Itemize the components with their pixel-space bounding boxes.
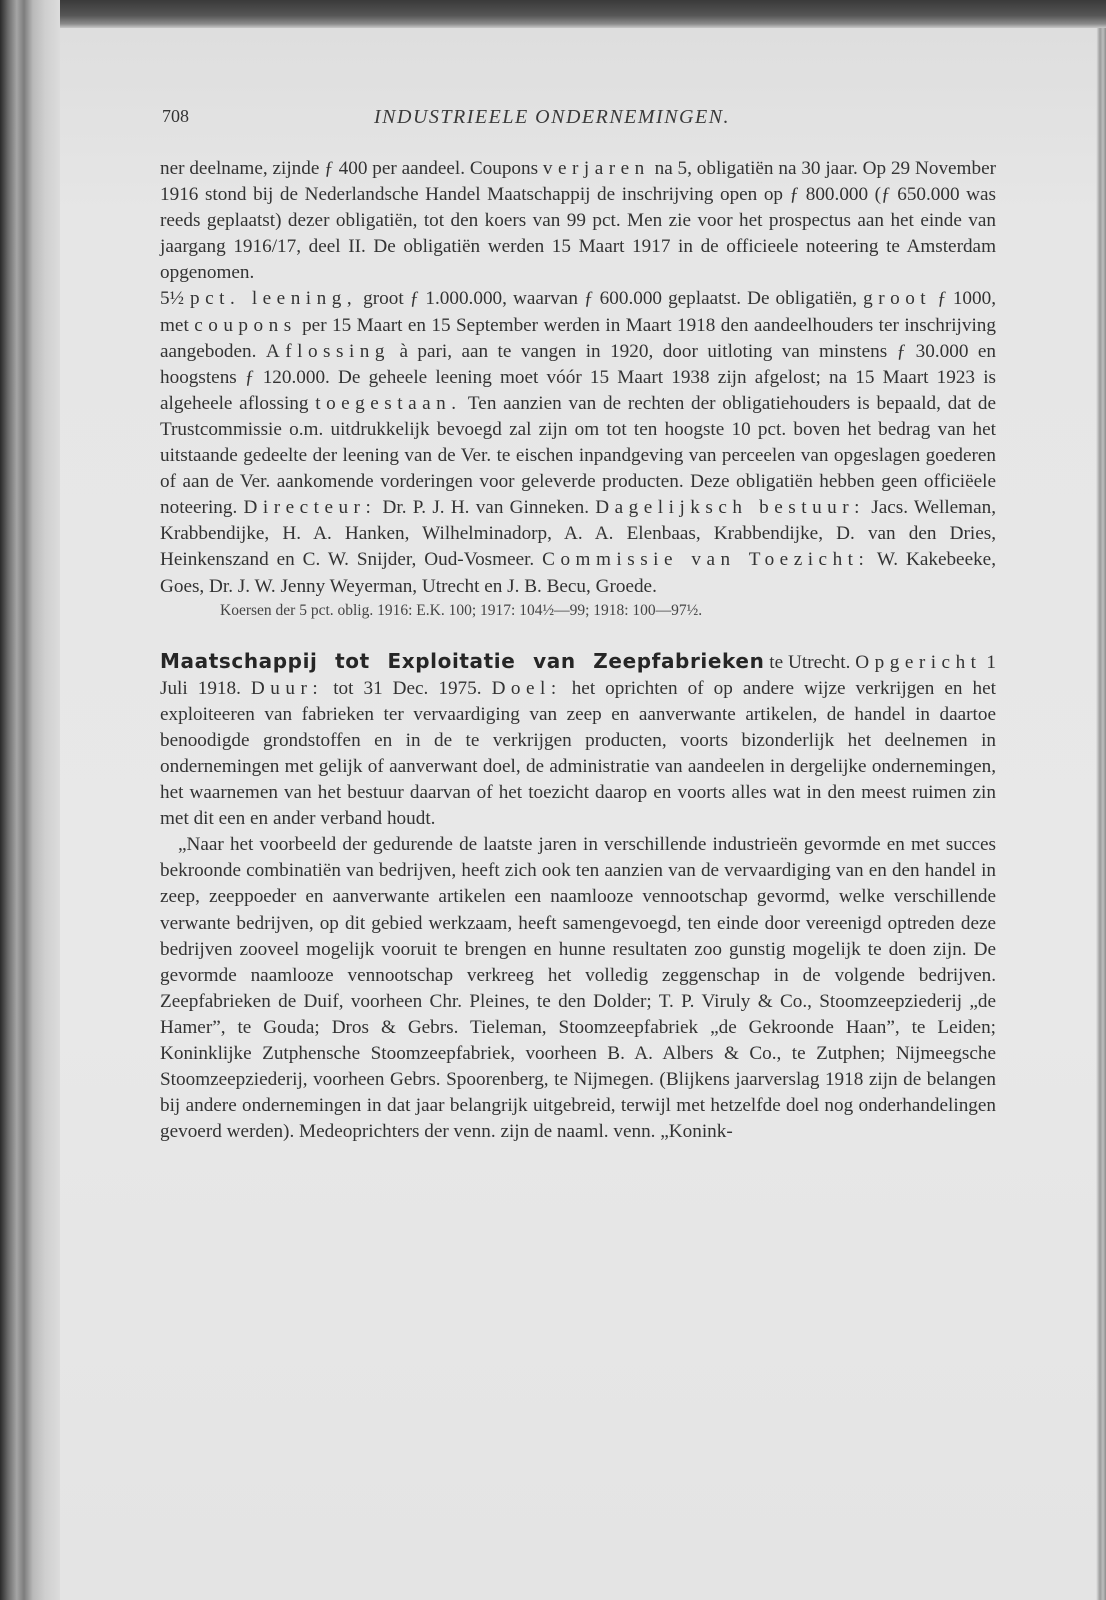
company-name-heading: Maatschappij tot Exploitatie van Zeepfabrieken: [160, 648, 765, 673]
paragraph-loan: 5½ pct. leening, groot ƒ 1.000.000, waarvan ƒ 600.000 geplaatst. De obligatiën, groot ƒ 1000, met coupons per 15 Maart en 15 September werden in Maart 1918 den aandeelhouders ter inschrijving aangeboden. Aflossing à pari, aan te vangen in 1920, door uitloting van minstens ƒ 30.000 en hoogstens ƒ 120.000. De geheele leening moet vóór 15 Maart 1938 zijn afgelost; na 15 Maart 1923 is algeheele aflossing toegestaan. Ten aanzien van de rechten der obligatiehouders is bepaald, dat de Trustcommissie o.m. uitdrukkelijk bevoegd zal zijn om tot ten hoogste 10 pct. boven het bedrag van het uitstaande gedeelte der leening van de Ver. te eischen inpandgeving van perceelen van opgeslagen goederen of aan de Ver. aankomende vorderingen voor geleverde producten. Deze obligatiën hebben geen officiëele noteering. Directeur: Dr. P. J. H. van Ginneken. Dagelijksch bestuur: Jacs. Welleman, Krabbendijke, H. A. Hanken, Wilhelminadorp, A. A. Elenbaas, Krabbendijke, D. van den Dries, Heinkenszand en C. W. Snijder, Oud-Vosmeer. Commissie van Toezicht: W. Kakebeeke, Goes, Dr. J. W. Jenny Weyerman, Utrecht en J. B. Becu, Groede.: [160, 288, 997, 597]
spaced-term: verjaren: [542, 158, 650, 179]
paragraph-quotation: „Naar het voorbeeld der gedurende de laatste jaren in verschillende industrieën gevormde en met succes bekroonde combinatiën van bedrijven, heeft zich ook ten aanzien van de vervaardiging van en den handel in zeep, zeeppoeder en aanverwante artikelen een naamlooze vennootschap gevormd, welke verschillende verwante bedrijven, op dit gebied werkzaam, heeft samengevoegd, ten einde door vereenigd optreden deze bedrijven zooveel mogelijk vooruit te brengen en hunne resultaten zoo gunstig mogelijk te doen zijn. De gevormde naamlooze vennootschap verkreeg het volledig zeggenschap in de volgende bedrijven. Zeepfabrieken de Duif, voorheen Chr. Pleines, te den Dolder; T. P. Viruly & Co., Stoomzeepziederij „de Hamer”, te Gouda; Dros & Gebrs. Tieleman, Stoomzeepfabriek „de Gekroonde Haan”, te Leiden; Koninklijke Zutphensche Stoomzeepfabriek, voorheen B. A. Albers & Co., te Zutphen; Nijmeegsche Stoomzeepziederij, voorheen Gebrs. Spoorenberg, te Nijmegen. (Blijkens jaarverslag 1918 zijn de belangen bij andere ondernemingen in dat jaar belangrijk uitgebreid, terwijl met hetzelfde doel nog onderhandelingen gevoerd werden). Medeoprichters der venn. zijn de naaml. venn. „Konink-: [160, 834, 996, 1143]
spaced-term: toegestaan.: [315, 392, 462, 414]
section-zeepfabrieken: [160, 648, 996, 1146]
spaced-term: Doel:: [491, 677, 562, 699]
page-sheet: [60, 28, 1096, 1600]
spaced-term: Opgericht: [855, 651, 982, 673]
top-page-edge: [0, 0, 1106, 28]
running-head: [160, 106, 996, 136]
paragraph-company-intro: Maatschappij tot Exploitatie van Zeepfabrieken te Utrecht. Opgericht 1 Juli 1918. Duur: tot 31 Dec. 1975. Doel: het oprichten of op andere wijze verkrijgen en het exploiteeren van fabrieken ter vervaardiging van zeep en aanverwante artikelen, de handel in daartoe benoodigde grondstoffen en in de te verkrijgen producten, voorts bizonderlijk het deelnemen in ondernemingen met gelijk of aanverwant doel, de administratie van aandeelen in dergelijke ondernemingen, het waarnemen van het bestuur daarvan of het toezicht daarop en voorts alles wat in den meest ruimen zin met dit een en ander verband houdt.: [160, 648, 996, 830]
spaced-term: coupons: [194, 314, 297, 336]
page-number: 708: [162, 106, 189, 126]
spaced-term: Duur:: [250, 677, 324, 699]
right-page-edge: [1096, 28, 1106, 1600]
paragraph-bond-issue: ner deelname, zijnde ƒ 400 per aandeel. Coupons verjaren na 5, obligatiën na 30 jaar. Op 29 November 1916 stond bij de Nederlandsche Handel Maatschappij de inschrijving open op ƒ 800.000 (ƒ 650.000 was reeds geplaatst) dezer obligatiën, tot den koers van 99 pct. Men zie voor het prospectus aan het einde van jaargang 1916/17, deel II. De obligatiën werden 15 Maart 1917 in de officieele noteering te Amsterdam opgenomen.: [160, 158, 996, 284]
spaced-term: Directeur:: [243, 497, 377, 519]
spaced-term: Commissie van Toezicht:: [542, 549, 870, 571]
price-quotes-line: Koersen der 5 pct. oblig. 1916: E.K. 100; 1917: 104½—99; 1918: 100—97½.: [220, 601, 703, 619]
section-previous-company: [160, 156, 996, 622]
page-content: [160, 106, 996, 1145]
spaced-term: Aflossing: [265, 340, 390, 362]
book-binding-edge: [0, 0, 60, 1600]
running-title: INDUSTRIEELE ONDERNEMINGEN.: [374, 106, 731, 128]
spaced-term: Dagelijksch bestuur:: [595, 497, 865, 519]
spaced-term: pct. leening,: [190, 288, 358, 310]
spaced-term: groot: [863, 288, 932, 310]
